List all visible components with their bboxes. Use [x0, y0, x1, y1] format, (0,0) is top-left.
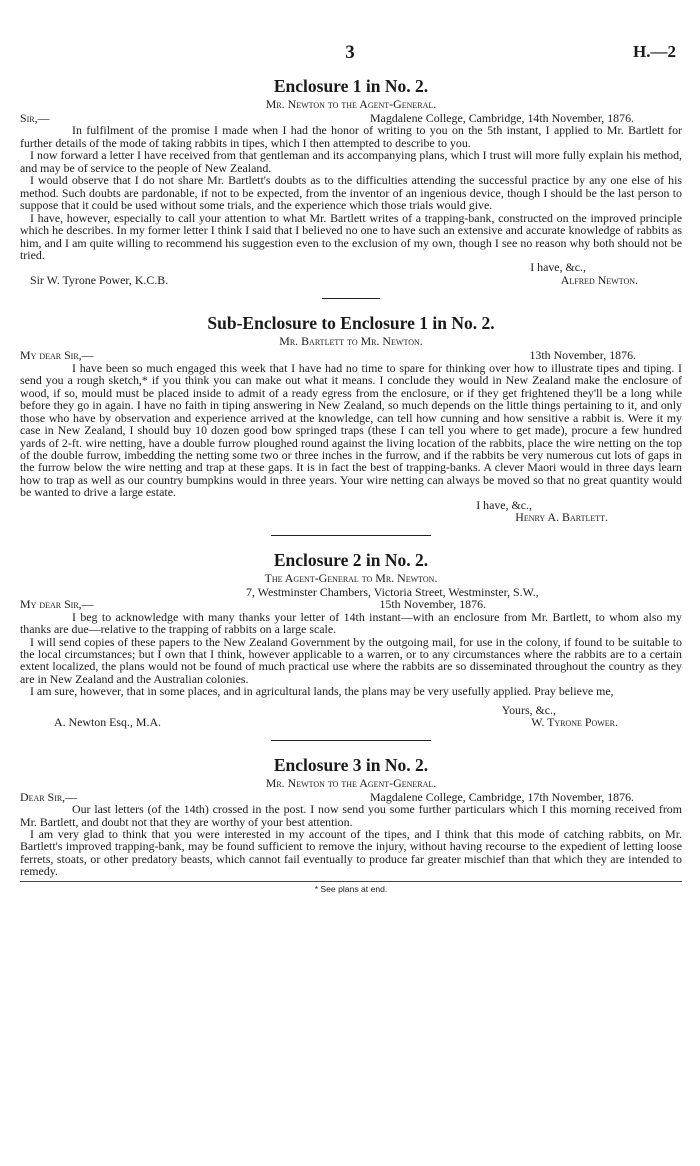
addressee: A. Newton Esq., M.A. — [54, 715, 162, 730]
sub-enclosure-heading-row — [20, 349, 682, 361]
sub-enclosure-title: Sub-Enclosure to Enclosure 1 in No. 2. — [207, 313, 495, 334]
paragraph: In fulfilment of the promise I made when I had the honor of writing to you on the 5th instant, I applied to Mr. Bartlett for further details of the mode of taking rabbits in tipes, which I then attempted to describe to you. — [20, 123, 682, 150]
closing-text: I have, &c., — [476, 497, 532, 512]
dateline: Magdalene College, Cambridge, 17th November, 1876. — [369, 789, 634, 804]
signature: Alfred Newton. — [560, 272, 638, 287]
sub-enclosure-subtitle: Mr. Bartlett to Mr. Newton. — [279, 334, 423, 349]
sender-address: 7, Westminster Chambers, Victoria Street, Westminster, S.W., — [246, 584, 539, 599]
enclosure-3-title: Enclosure 3 in No. 2. — [273, 754, 429, 775]
footnote: * See plans at end. — [314, 883, 388, 894]
salutation: Sir,— — [20, 111, 50, 125]
section-divider — [322, 298, 380, 299]
document-body — [20, 76, 682, 894]
paragraph: I am sure, however, that in some places, and in agricultural lands, the plans may be very usefully applied. Pray believe me, — [30, 684, 614, 699]
signature-row — [20, 511, 682, 523]
enclosure-3-subtitle: Mr. Newton to the Agent-General. — [265, 775, 437, 790]
sub-enclosure-1 — [20, 313, 682, 523]
section-divider — [271, 740, 431, 741]
page-header — [20, 42, 680, 66]
signature-row — [20, 274, 682, 286]
paragraph: I have been so much engaged this week that I have had no time to spare for thinking over how to illustrate tipes and tiping. I send you a rough sketch,* if you think you can make out what it means. I conclude they would in New Zealand make the enclosure of wood, if so, mould must be placed inside to admit of a ready egress from the enclosure, or if they get frightened they'll be a long while before they go in again. I have no faith in tiping answering in New Zealand, so much depends on the little things pertaining to it, and only those who have by observation and experience arrived at the knowledge, can tell how cunning and how sensitive a rabbit is. Were it my case in New Zealand, I should buy 10 dozen good bow springed traps (these I can tell you where to get made), procure a few hundred yards of 2-ft. wire netting, have a double furrow ploughed round against the living location of the rabbits, place the wire netting on the top of the double furrow, imbedding the netting some two or three inches in the furrow, and if the rabbits be very numerous cut lots of gaps in the furrow below the wire netting and trap at these gaps. It is in fact the best of trapping-banks. A clever Maori would in three days learn how to trap as well as our country bumpkins would in three years. Your wire netting can always be moved so that no great quantity would be wanted to drive a large estate. — [20, 360, 682, 500]
enclosure-1 — [20, 76, 682, 286]
enclosure-2-title: Enclosure 2 in No. 2. — [273, 549, 429, 570]
dateline: 13th November, 1876. — [529, 348, 636, 363]
footnote-rule — [20, 881, 682, 882]
salutation: My dear Sir,— — [20, 597, 94, 612]
enclosure-1-subtitle: Mr. Newton to the Agent-General. — [265, 97, 437, 111]
paragraph: I have, however, especially to call your attention to what Mr. Bartlett writes of a trapping-bank, constructed on the improved principle which he describes. In my former letter I think I said that I believed no one to have such an extensive and accurate knowledge of rabbits as him, and I am quite willing to recommend his suggestion even to the exclusion of my own, though I see no reason why both should not be tried. — [20, 210, 682, 262]
salutation: My dear Sir,— — [20, 348, 94, 363]
paragraph: Our last letters (of the 14th) crossed in the post. I now send you some further particulars which I this morning received from Mr. Bartlett, and doubt not that they are worthy of your best attention. — [20, 802, 682, 829]
enclosure-3 — [20, 755, 682, 878]
enclosure-2-subtitle: The Agent-General to Mr. Newton. — [264, 570, 438, 585]
page-number: 3 — [345, 42, 355, 63]
signature: Henry A. Bartlett. — [515, 510, 608, 525]
enclosure-2-heading-row — [20, 598, 682, 610]
paragraph: I would observe that I do not share Mr. Bartlett's doubts as to the difficulties attending the successful practice by any one else of his method. Such doubts are pardonable, if not to be expected, from the inventor of an ingenious device, though I should be the last person to suppose that it could be used without some trials, and the experience which those trials would give. — [20, 173, 682, 213]
dateline: 15th November, 1876. — [379, 597, 486, 612]
paragraph: I am very glad to think that you were interested in my account of the tipes, and I think that this mode of catching rabbits, on Mr. Bartlett's improved trapping-bank, may be found sufficient to remove the injury, without having recourse to the expedient of letting loose ferrets, stoats, or other predatory beasts, which cannot fail eventually to produce far greater mischief than that which they are intended to remedy. — [20, 827, 682, 879]
enclosure-2 — [20, 550, 682, 729]
salutation: Dear Sir,— — [20, 789, 78, 804]
closing-text: I have, &c., — [530, 260, 586, 275]
paragraph: I beg to acknowledge with many thanks your letter of 14th instant—with an enclosure from Mr. Bartlett, to whom also my thanks are due—relative to the trapping of rabbits on a large scale. — [20, 609, 682, 637]
paragraph: I will send copies of these papers to the New Zealand Government by the outgoing mail, for use in the colony, if found to be suitable to the local circumstances; but I own that I think, however applicable to a warren, or to any circumstances where the rabbits are to a certain extent localized, the plans would not be found of much practical use where the rabbits are so disseminated throughout the country as they are in New Zealand and the Australian colonies. — [20, 634, 682, 686]
paragraph: I now forward a letter I have received from that gentleman and its accompanying plans, which I trust will more fully explain his method, and may be of service to the people of New Zealand. — [20, 148, 682, 175]
closing-text: Yours, &c., — [501, 702, 556, 717]
signature-row — [20, 716, 682, 728]
enclosure-1-title: Enclosure 1 in No. 2. — [273, 76, 429, 96]
signature: W. Tyrone Power. — [531, 715, 618, 730]
addressee: Sir W. Tyrone Power, K.C.B. — [30, 272, 169, 287]
section-divider — [271, 535, 431, 536]
document-reference: H.—2 — [633, 42, 676, 61]
dateline: Magdalene College, Cambridge, 14th November, 1876. — [369, 111, 634, 125]
